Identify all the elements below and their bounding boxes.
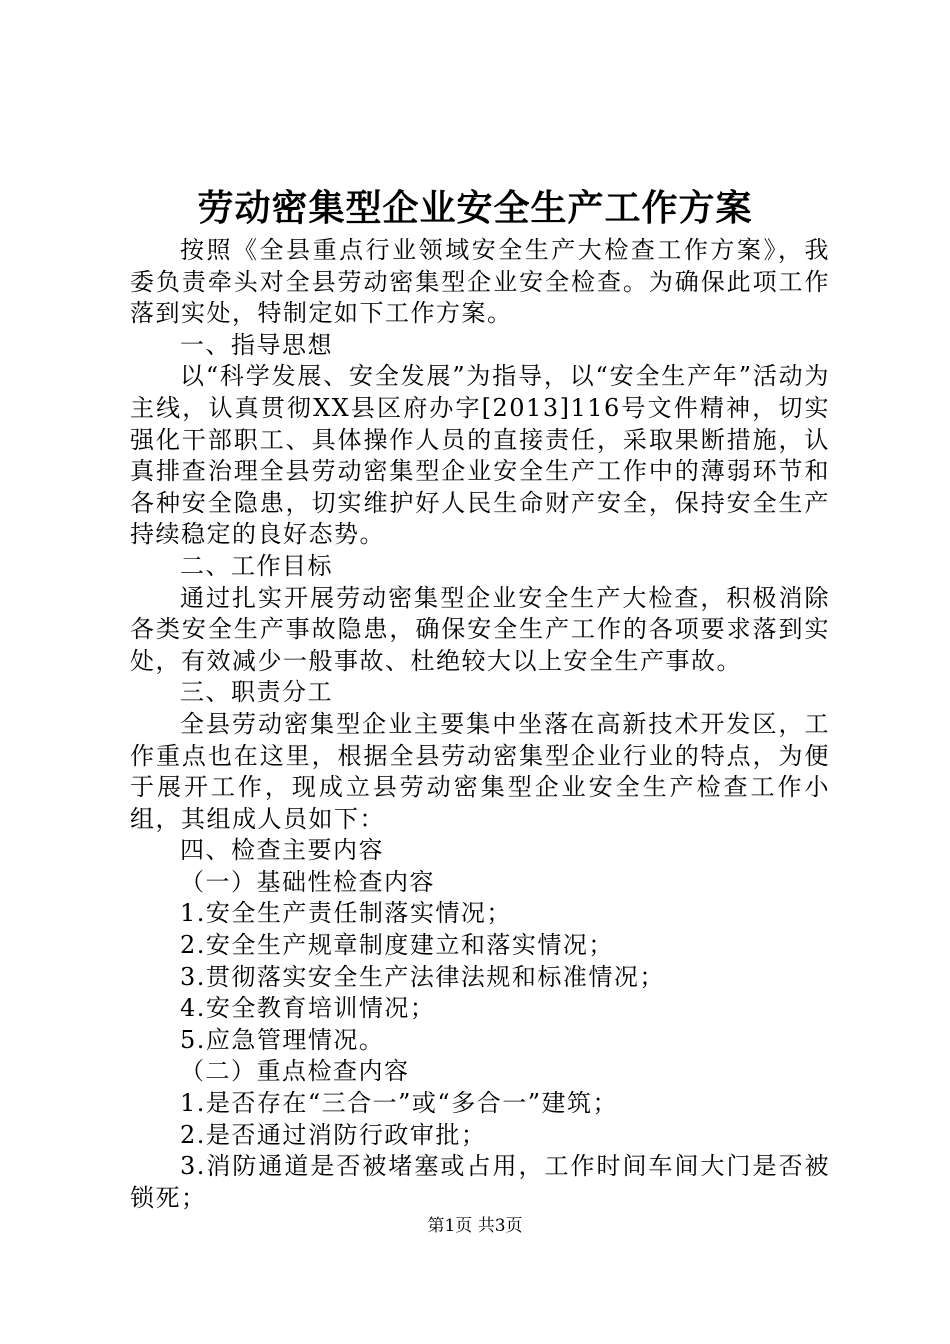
page-footer: 第1页 共3页 bbox=[427, 1216, 523, 1236]
document-body bbox=[130, 235, 830, 1214]
list-item: 1.是否存在“三合一”或“多合一”建筑； bbox=[180, 1089, 618, 1118]
paragraph-responsibilities: 全县劳动密集型企业主要集中坐落在高新技术开发区，工作重点也在这里，根据全县劳动密集型企业行业的特点，为便于展开工作，现成立县劳动密集型企业安全生产检查工作小组，其组成人员如下： bbox=[130, 709, 830, 833]
list-item: 5.应急管理情况。 bbox=[180, 1025, 385, 1054]
list-item: 3.贯彻落实安全生产法律法规和标准情况； bbox=[180, 962, 665, 991]
list-item: 3.消防通道是否被堵塞或占用，工作时间车间大门是否被锁死； bbox=[130, 1152, 830, 1212]
heading-guiding-ideology: 一、指导思想 bbox=[180, 330, 333, 359]
heading-inspection-content: 四、检查主要内容 bbox=[180, 836, 384, 865]
list-item: 2.是否通过消防行政审批； bbox=[180, 1120, 487, 1149]
subheading-basic-inspection: （一）基础性检查内容 bbox=[180, 867, 435, 896]
heading-responsibilities: 三、职责分工 bbox=[180, 678, 333, 707]
subheading-key-inspection: （二）重点检查内容 bbox=[180, 1057, 410, 1086]
document-title: 劳动密集型企业安全生产工作方案 bbox=[197, 187, 753, 229]
list-item: 1.安全生产责任制落实情况； bbox=[180, 899, 512, 928]
paragraph-work-goals: 通过扎实开展劳动密集型企业安全生产大检查，积极消除各类安全生产事故隐患，确保安全生产工作的各项要求落到实处，有效减少一般事故、杜绝较大以上安全生产事故。 bbox=[130, 583, 830, 675]
paragraph-intro: 按照《全县重点行业领域安全生产大检查工作方案》，我委负责牵头对全县劳动密集型企业安全检查。为确保此项工作落到实处，特制定如下工作方案。 bbox=[130, 236, 830, 328]
heading-work-goals: 二、工作目标 bbox=[180, 551, 333, 580]
paragraph-guiding-ideology: 以“科学发展、安全发展”为指导，以“安全生产年”活动为主线，认真贯彻XX县区府办字[2013]116号文件精神，切实强化干部职工、具体操作人员的直接责任，采取果断措施，认真排查治理全县劳动密集型企业安全生产工作中的薄弱环节和各种安全隐患，切实维护好人民生命财产安全，保持安全生产持续稳定的良好态势。 bbox=[130, 362, 830, 549]
list-item: 2.安全生产规章制度建立和落实情况； bbox=[180, 931, 614, 960]
list-item: 4.安全教育培训情况； bbox=[180, 994, 436, 1023]
